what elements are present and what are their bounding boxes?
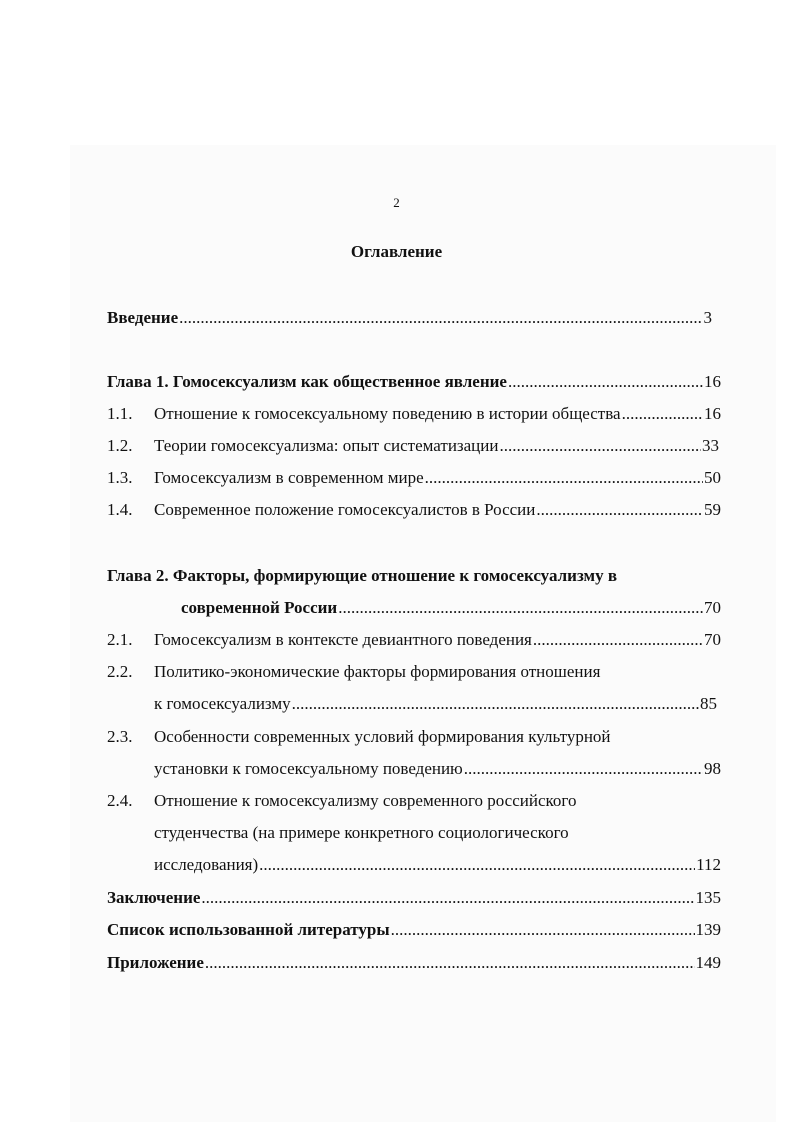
toc-entry-2-4-line-1[interactable] bbox=[107, 790, 576, 812]
toc-label: исследования) bbox=[154, 855, 259, 874]
toc-entry-1-2[interactable] bbox=[107, 435, 719, 457]
toc-number: 1.1. bbox=[107, 404, 133, 423]
toc-leader bbox=[536, 499, 703, 521]
toc-leader bbox=[499, 435, 701, 457]
toc-label: Приложение bbox=[107, 953, 204, 972]
toc-page: 149 bbox=[695, 953, 721, 972]
toc-entry-2-2-line-1[interactable] bbox=[107, 661, 600, 683]
toc-leader bbox=[201, 887, 694, 909]
toc-entry-2-4[interactable] bbox=[154, 854, 721, 876]
toc-entry-conclusion[interactable] bbox=[107, 887, 721, 909]
toc-page: 3 bbox=[703, 308, 712, 327]
toc-entry-1-3[interactable] bbox=[107, 467, 721, 489]
toc-entry-intro[interactable] bbox=[107, 307, 712, 329]
toc-entry-2-3-line-1[interactable] bbox=[107, 726, 611, 748]
toc-number: 2.4. bbox=[107, 791, 133, 810]
page-number: 2 bbox=[393, 195, 400, 210]
page-title: Оглавление bbox=[350, 242, 443, 261]
toc-page: 50 bbox=[704, 468, 721, 487]
toc-leader bbox=[508, 371, 703, 393]
toc-page: 33 bbox=[702, 436, 719, 455]
toc-leader bbox=[179, 307, 702, 329]
toc-leader bbox=[622, 403, 703, 425]
toc-label: установки к гомосексуальному поведению bbox=[154, 759, 463, 778]
toc-entry-2-2[interactable] bbox=[154, 693, 717, 715]
toc-entry-2-3[interactable] bbox=[154, 758, 721, 780]
toc-page: 98 bbox=[704, 759, 721, 778]
toc-label: Гомосексуализм в контексте девиантного поведения bbox=[154, 630, 532, 649]
toc-label: к гомосексуализму bbox=[154, 694, 291, 713]
toc-entry-appendix[interactable] bbox=[107, 952, 721, 974]
toc-page: 59 bbox=[704, 500, 721, 519]
toc-label: Гомосексуализм в современном мире bbox=[154, 468, 424, 487]
toc-leader bbox=[533, 629, 703, 651]
toc-label: Отношение к гомосексуальному поведению в истории общества bbox=[154, 404, 621, 423]
toc-page: 112 bbox=[696, 855, 721, 874]
toc-entry-2-1[interactable] bbox=[107, 629, 721, 651]
toc-entry-bibliography[interactable] bbox=[107, 919, 721, 941]
toc-entry-chapter-1[interactable] bbox=[107, 371, 721, 393]
toc-page: 70 bbox=[704, 630, 721, 649]
toc-label: Введение bbox=[107, 308, 179, 327]
toc-label: современной России bbox=[181, 598, 338, 617]
toc-leader bbox=[259, 854, 695, 876]
toc-label: Современное положение гомосексуалистов в России bbox=[154, 500, 536, 519]
toc-number: 2.2. bbox=[107, 662, 133, 681]
toc-number: 1.4. bbox=[107, 500, 133, 519]
toc-label: Список использованной литературы bbox=[107, 920, 390, 939]
toc-leader bbox=[464, 758, 703, 780]
toc-number: 2.1. bbox=[107, 630, 133, 649]
toc-number: 2.3. bbox=[107, 727, 133, 746]
toc-page: 85 bbox=[700, 694, 717, 713]
toc-page: 139 bbox=[695, 920, 721, 939]
toc-number: 1.3. bbox=[107, 468, 133, 487]
toc-leader bbox=[205, 952, 695, 974]
toc-page: 16 bbox=[704, 372, 721, 391]
toc-label: Заключение bbox=[107, 888, 201, 907]
toc-leader bbox=[391, 919, 695, 941]
toc-page: 135 bbox=[695, 888, 721, 907]
toc-page: 70 bbox=[704, 598, 721, 617]
toc-chapter-2-line-1[interactable]: Глава 2. Факторы, формирующие отношение к гомосексуализму в bbox=[107, 566, 618, 585]
toc-entry-chapter-2[interactable] bbox=[181, 597, 721, 619]
toc-label: Глава 1. Гомосексуализм как общественное явление bbox=[107, 372, 507, 391]
toc-entry-1-1[interactable] bbox=[107, 403, 721, 425]
toc-leader bbox=[425, 467, 703, 489]
toc-entry-1-4[interactable] bbox=[107, 499, 721, 521]
toc-number: 1.2. bbox=[107, 436, 133, 455]
toc-label: Отношение к гомосексуализму современного российского bbox=[154, 791, 577, 810]
toc-leader bbox=[338, 597, 703, 619]
toc-leader bbox=[292, 693, 699, 715]
toc-label: Политико-экономические факторы формирования отношения bbox=[154, 662, 601, 681]
toc-label: Теории гомосексуализма: опыт систематизации bbox=[154, 436, 499, 455]
toc-page: 16 bbox=[704, 404, 721, 423]
toc-entry-2-4-line-2[interactable]: студенчества (на примере конкретного социологического bbox=[154, 823, 569, 842]
toc-label: Особенности современных условий формирования культурной bbox=[154, 727, 611, 746]
